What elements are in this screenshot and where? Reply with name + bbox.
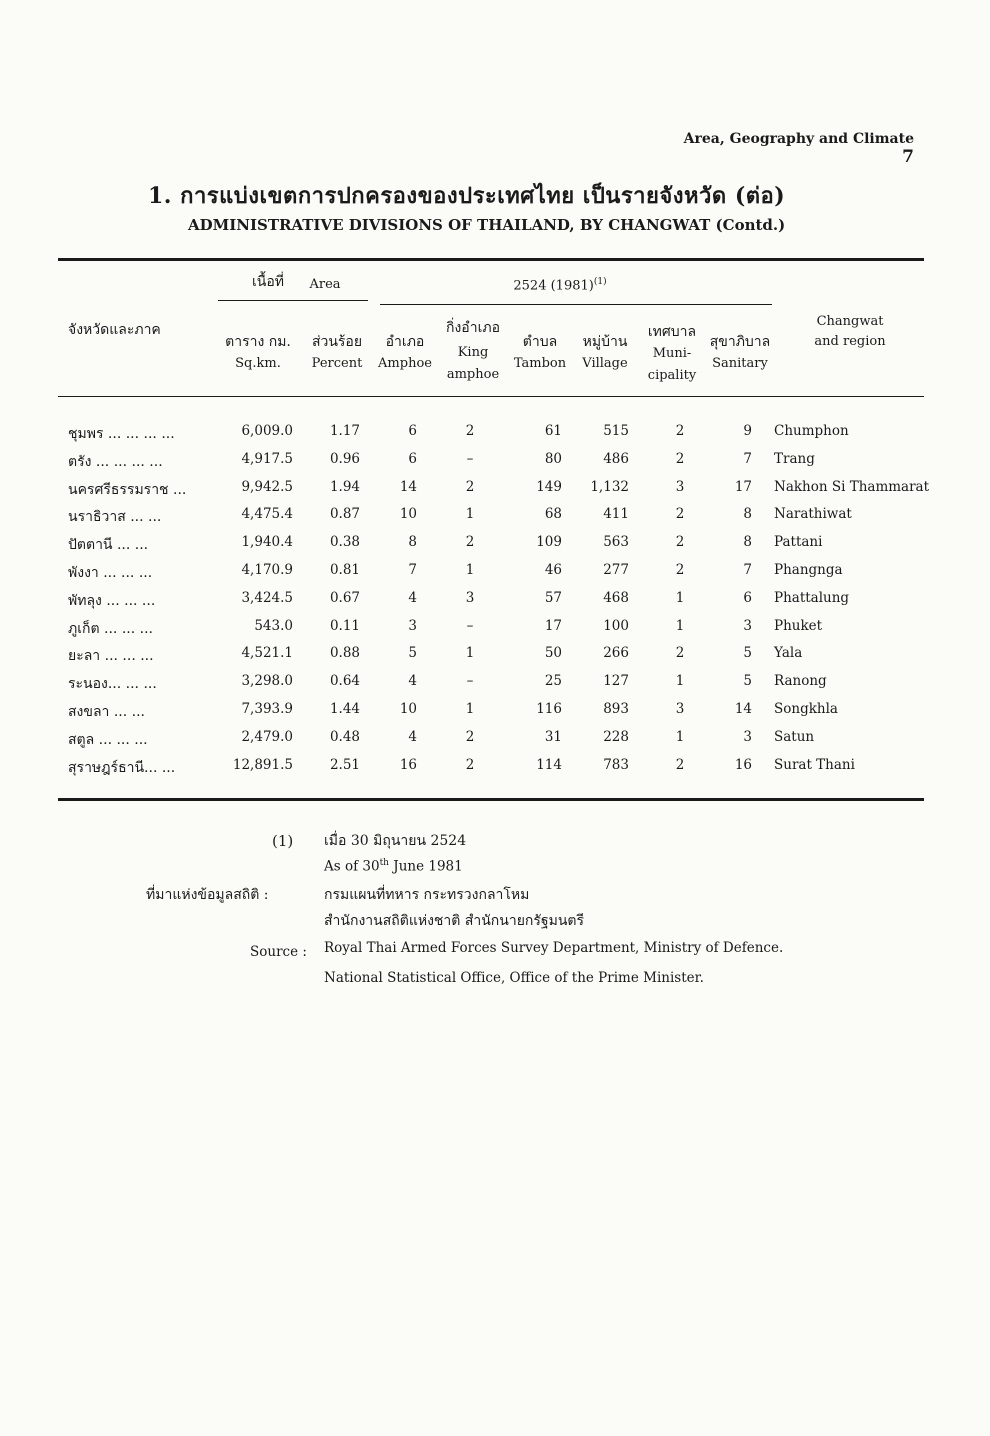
- header-area-thai: เนื้อที่: [252, 274, 284, 290]
- changwat-thai-cell: สุราษฎร์ธานี... ...: [68, 759, 176, 776]
- sanitary-count-cell: 14: [734, 700, 752, 717]
- source-thai-line-1: กรมแผนที่ทหาร กระทรวงกลาโหม: [324, 887, 530, 903]
- area-percent-cell: 0.96: [329, 450, 360, 467]
- header-municipality-thai: เทศบาล: [647, 324, 697, 340]
- changwat-english-cell: Phattalung: [774, 589, 850, 606]
- king-amphoe-count-cell: 2: [465, 728, 475, 745]
- amphoe-count-cell: 6: [408, 450, 417, 467]
- amphoe-count-cell: 8: [408, 534, 417, 551]
- changwat-english-cell: Surat Thani: [774, 756, 855, 773]
- changwat-english-cell: Nakhon Si Thammarat: [774, 478, 930, 495]
- amphoe-count-cell: 4: [408, 728, 417, 745]
- table-top-rule: [58, 258, 924, 261]
- changwat-english-cell: Satun: [774, 728, 815, 745]
- header-village-thai: หมู่บ้าน: [582, 334, 628, 350]
- header-amphoe-thai: อำเภอ: [385, 334, 425, 350]
- changwat-thai-cell: นครศรีธรรมราช ...: [68, 481, 187, 498]
- area-sqkm-cell: 4,917.5: [241, 450, 293, 467]
- tambon-count-cell: 68: [544, 506, 562, 523]
- area-percent-cell: 0.11: [329, 617, 360, 634]
- footnote-english-sup: th: [379, 858, 389, 868]
- table-row: [0, 670, 990, 698]
- footnote-english-a: As of 30: [324, 858, 380, 875]
- source-label-english: Source :: [250, 944, 307, 960]
- changwat-thai-cell: ตรัง ... ... ... ...: [68, 453, 163, 470]
- tambon-count-cell: 149: [536, 478, 562, 495]
- changwat-thai-cell: ชุมพร ... ... ... ...: [68, 426, 175, 442]
- area-sqkm-cell: 4,521.1: [241, 645, 293, 662]
- table-row: [0, 726, 990, 754]
- source-label-thai: ที่มาแห่งข้อมูลสถิติ :: [146, 887, 269, 903]
- king-amphoe-count-cell: –: [466, 673, 474, 690]
- header-village-english: Village: [582, 356, 628, 371]
- municipality-count-cell: 1: [675, 728, 685, 745]
- header-municipality-english-2: cipality: [647, 368, 697, 383]
- king-amphoe-count-cell: 3: [465, 589, 475, 606]
- amphoe-count-cell: 7: [408, 561, 417, 578]
- area-percent-cell: 1.17: [329, 423, 360, 439]
- king-amphoe-count-cell: 1: [465, 645, 475, 662]
- village-count-cell: 411: [603, 506, 629, 523]
- source-thai-line-2: สำนักงานสถิติแห่งชาติ สำนักนายกรัฐมนตรี: [324, 913, 585, 929]
- amphoe-count-cell: 5: [408, 645, 417, 662]
- village-count-cell: 100: [603, 617, 629, 634]
- changwat-english-cell: Phuket: [774, 617, 823, 634]
- area-percent-cell: 0.88: [329, 645, 360, 662]
- source-english-line-1: Royal Thai Armed Forces Survey Department, Ministry of Defence.: [324, 940, 784, 956]
- page-number: 7: [902, 147, 914, 167]
- table-row: [0, 503, 990, 531]
- tambon-count-cell: 80: [544, 450, 562, 467]
- table-title-english: ADMINISTRATIVE DIVISIONS OF THAILAND, BY CHANGWAT (Contd.): [188, 216, 786, 234]
- village-count-cell: 277: [603, 561, 629, 578]
- header-percent-thai: ส่วนร้อย: [311, 334, 363, 350]
- header-year-text: 2524 (1981): [513, 278, 594, 294]
- area-sqkm-cell: 3,424.5: [241, 589, 293, 606]
- area-percent-cell: 0.64: [329, 673, 360, 690]
- changwat-english-cell: Chumphon: [774, 423, 849, 439]
- village-count-cell: 515: [603, 423, 629, 439]
- table-title-thai: 1. การแบ่งเขตการปกครองของประเทศไทย เป็นรายจังหวัด (ต่อ): [148, 183, 786, 209]
- changwat-thai-cell: ระนอง... ... ...: [68, 676, 157, 693]
- table-row: [0, 698, 990, 726]
- header-king-amphoe-english-2: amphoe: [446, 367, 500, 382]
- municipality-count-cell: 1: [675, 673, 685, 690]
- header-sqkm-english: Sq.km.: [235, 356, 281, 371]
- header-row-label-thai: จังหวัดและภาค: [68, 322, 161, 338]
- sanitary-count-cell: 6: [743, 589, 752, 606]
- changwat-thai-cell: นราธิวาส ... ...: [68, 509, 162, 526]
- municipality-count-cell: 2: [675, 561, 685, 578]
- table-row: [0, 531, 990, 559]
- king-amphoe-count-cell: –: [466, 450, 474, 467]
- area-percent-cell: 1.44: [329, 700, 360, 717]
- header-sanitary-english: Sanitary: [712, 356, 768, 371]
- header-percent-english: Percent: [311, 356, 363, 371]
- sanitary-count-cell: 9: [743, 423, 752, 439]
- amphoe-count-cell: 3: [408, 617, 417, 634]
- tambon-count-cell: 31: [544, 728, 562, 745]
- village-count-cell: 468: [603, 589, 629, 606]
- tambon-count-cell: 50: [544, 645, 562, 662]
- changwat-english-cell: Songkhla: [774, 700, 838, 717]
- changwat-thai-cell: ยะลา ... ... ...: [68, 648, 154, 665]
- changwat-english-cell: Narathiwat: [774, 506, 852, 523]
- year-group-rule: [380, 304, 772, 305]
- header-tambon-english: Tambon: [513, 356, 567, 371]
- header-municipality-english-1: Muni-: [652, 346, 692, 361]
- area-percent-cell: 0.48: [329, 728, 360, 745]
- king-amphoe-count-cell: 1: [465, 700, 475, 717]
- amphoe-count-cell: 14: [399, 478, 417, 495]
- changwat-english-cell: Phangnga: [774, 561, 843, 578]
- sanitary-count-cell: 16: [734, 756, 752, 773]
- village-count-cell: 228: [603, 728, 629, 745]
- tambon-count-cell: 57: [544, 589, 562, 606]
- header-king-amphoe-thai: กิ่งอำเภอ: [445, 320, 500, 336]
- area-sqkm-cell: 1,940.4: [241, 534, 293, 551]
- footnote-english-b: June 1981: [388, 858, 463, 875]
- table-row: [0, 615, 990, 643]
- area-group-rule: [218, 300, 368, 301]
- changwat-thai-cell: พังงา ... ... ...: [68, 564, 153, 581]
- header-year-group: [500, 272, 620, 296]
- changwat-thai-cell: พัทลุง ... ... ...: [68, 592, 156, 609]
- table-row: [0, 420, 990, 448]
- table-bottom-rule: [58, 798, 924, 801]
- sanitary-count-cell: 8: [743, 506, 752, 523]
- changwat-english-cell: Yala: [774, 645, 803, 662]
- tambon-count-cell: 61: [544, 423, 562, 439]
- amphoe-count-cell: 4: [408, 589, 417, 606]
- changwat-english-cell: Pattani: [774, 534, 823, 551]
- source-english-line-2: National Statistical Office, Office of the Prime Minister.: [324, 970, 704, 986]
- running-head: [684, 130, 914, 166]
- municipality-count-cell: 2: [675, 450, 685, 467]
- table-body: [0, 420, 990, 781]
- area-percent-cell: 0.81: [329, 561, 360, 578]
- municipality-count-cell: 3: [675, 478, 685, 495]
- header-amphoe-english: Amphoe: [378, 356, 432, 371]
- village-count-cell: 783: [603, 756, 629, 773]
- king-amphoe-count-cell: 2: [465, 423, 475, 439]
- table-row: [0, 587, 990, 615]
- village-count-cell: 893: [603, 700, 629, 717]
- municipality-count-cell: 2: [675, 534, 685, 551]
- tambon-count-cell: 17: [544, 617, 562, 634]
- sanitary-count-cell: 5: [743, 645, 752, 662]
- king-amphoe-count-cell: 2: [465, 478, 475, 495]
- municipality-count-cell: 1: [675, 589, 685, 606]
- header-tambon-thai: ตำบล: [522, 334, 558, 350]
- village-count-cell: 563: [603, 534, 629, 551]
- area-percent-cell: 0.87: [329, 506, 360, 523]
- village-count-cell: 266: [603, 645, 629, 662]
- sanitary-count-cell: 3: [743, 728, 752, 745]
- village-count-cell: 127: [603, 673, 629, 690]
- header-king-amphoe-english-1: King: [457, 345, 489, 360]
- area-sqkm-cell: 3,298.0: [241, 673, 293, 690]
- village-count-cell: 486: [603, 450, 629, 467]
- footnote-marker: (1): [272, 832, 294, 850]
- table-row: [0, 559, 990, 587]
- header-bottom-rule: [58, 396, 924, 397]
- sanitary-count-cell: 8: [743, 534, 752, 551]
- king-amphoe-count-cell: 1: [465, 506, 475, 523]
- table-row: [0, 642, 990, 670]
- king-amphoe-count-cell: 2: [465, 534, 475, 551]
- header-area-english: Area: [309, 277, 341, 292]
- area-percent-cell: 0.67: [329, 589, 360, 606]
- changwat-english-cell: Ranong: [774, 673, 827, 690]
- amphoe-count-cell: 16: [399, 756, 417, 773]
- table-row: [0, 754, 990, 782]
- table-row: [0, 448, 990, 476]
- header-year-note-ref: (1): [593, 277, 607, 287]
- table-row: [0, 476, 990, 504]
- footnote-thai: เมื่อ 30 มิถุนายน 2524: [324, 833, 467, 849]
- municipality-count-cell: 2: [675, 423, 685, 439]
- municipality-count-cell: 3: [675, 700, 685, 717]
- tambon-count-cell: 114: [536, 756, 562, 773]
- sanitary-count-cell: 5: [743, 673, 752, 690]
- area-sqkm-cell: 12,891.5: [232, 756, 293, 773]
- changwat-thai-cell: สตูล ... ... ...: [68, 731, 148, 748]
- sanitary-count-cell: 3: [743, 617, 752, 634]
- municipality-count-cell: 2: [675, 645, 685, 662]
- header-changwat-english-2: and region: [814, 334, 886, 349]
- area-sqkm-cell: 7,393.9: [241, 700, 293, 717]
- amphoe-count-cell: 6: [408, 423, 417, 439]
- header-changwat-english-1: Changwat: [816, 314, 884, 329]
- area-percent-cell: 2.51: [329, 756, 360, 773]
- tambon-count-cell: 116: [536, 700, 562, 717]
- area-sqkm-cell: 4,170.9: [241, 561, 293, 578]
- village-count-cell: 1,132: [590, 478, 629, 495]
- changwat-english-cell: Trang: [774, 450, 815, 467]
- sanitary-count-cell: 17: [734, 478, 752, 495]
- municipality-count-cell: 2: [675, 756, 685, 773]
- amphoe-count-cell: 4: [408, 673, 417, 690]
- amphoe-count-cell: 10: [399, 506, 417, 523]
- area-sqkm-cell: 9,942.5: [241, 478, 293, 495]
- area-percent-cell: 0.38: [329, 534, 360, 551]
- running-head-section: Area, Geography and Climate: [683, 131, 914, 147]
- changwat-thai-cell: ปัตตานี ... ...: [68, 537, 149, 554]
- changwat-thai-cell: สงขลา ... ...: [68, 703, 145, 720]
- area-percent-cell: 1.94: [329, 478, 360, 495]
- sanitary-count-cell: 7: [743, 450, 752, 467]
- municipality-count-cell: 1: [675, 617, 685, 634]
- amphoe-count-cell: 10: [399, 700, 417, 717]
- area-sqkm-cell: 4,475.4: [241, 506, 293, 523]
- area-sqkm-cell: 2,479.0: [241, 728, 293, 745]
- municipality-count-cell: 2: [675, 506, 685, 523]
- sanitary-count-cell: 7: [743, 561, 752, 578]
- king-amphoe-count-cell: 1: [465, 561, 475, 578]
- area-sqkm-cell: 6,009.0: [241, 423, 293, 439]
- tambon-count-cell: 25: [544, 673, 562, 690]
- changwat-thai-cell: ภูเก็ต ... ... ...: [68, 620, 153, 637]
- tambon-count-cell: 46: [544, 561, 562, 578]
- king-amphoe-count-cell: –: [466, 617, 474, 634]
- header-sanitary-thai: สุขาภิบาล: [709, 334, 771, 350]
- footnote-english: [324, 858, 463, 875]
- header-sqkm-thai: ตาราง กม.: [225, 334, 291, 350]
- tambon-count-cell: 109: [536, 534, 562, 551]
- king-amphoe-count-cell: 2: [465, 756, 475, 773]
- area-sqkm-cell: 543.0: [254, 617, 293, 634]
